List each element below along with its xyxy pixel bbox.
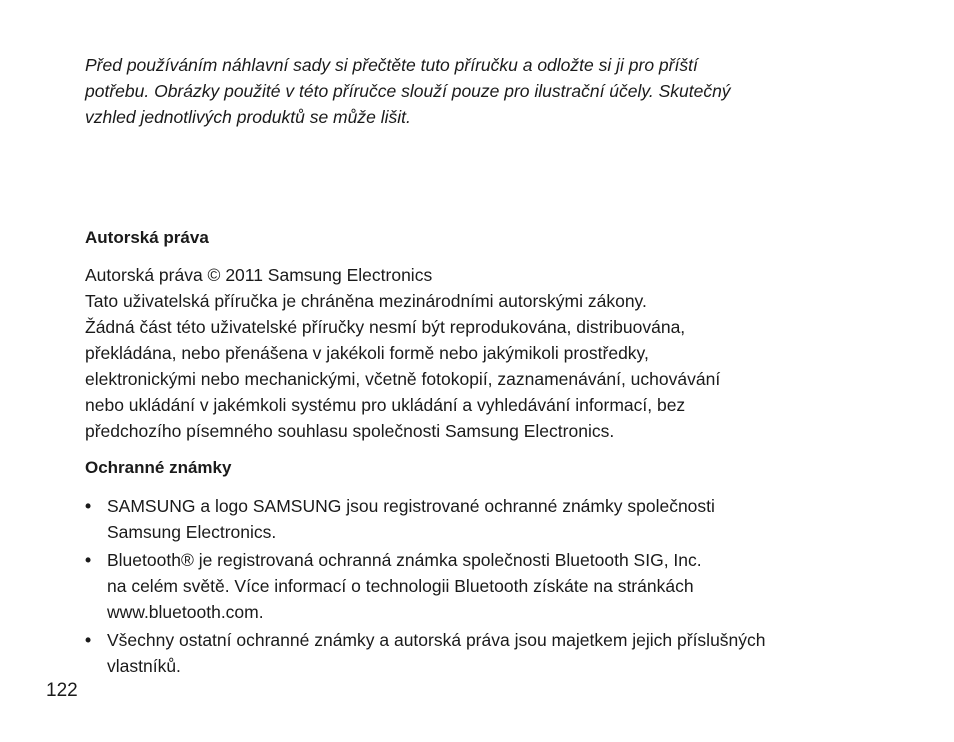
intro-line: Před používáním náhlavní sady si přečtěte tuto příručku a odložte si ji pro příští: [85, 55, 698, 75]
trademark-item-samsung: [85, 493, 905, 545]
copyright-line: Autorská práva © 2011 Samsung Electronics: [85, 265, 433, 285]
copyright-line: překládána, nebo přenášena v jakékoli formě nebo jakýmikoli prostředky,: [85, 343, 649, 363]
trademarks-heading: Ochranné známky: [85, 458, 232, 477]
bullet-icon: •: [85, 630, 92, 650]
trademark-item-bluetooth: [85, 547, 905, 625]
trademarks-list: [85, 493, 905, 681]
trademark-line: Všechny ostatní ochranné známky a autorská práva jsou majetkem jejich příslušných: [107, 630, 766, 650]
trademark-line: SAMSUNG a logo SAMSUNG jsou registrované ochranné známky společnosti: [107, 496, 715, 516]
copyright-line: Žádná část této uživatelské příručky nesmí být reprodukována, distribuována,: [85, 317, 686, 337]
copyright-line: předchozího písemného souhlasu společnosti Samsung Electronics.: [85, 421, 615, 441]
copyright-paragraph: [85, 262, 885, 444]
trademark-line: vlastníků.: [107, 656, 181, 676]
trademark-item-others: [85, 627, 905, 679]
trademark-line: Bluetooth® je registrovaná ochranná známka společnosti Bluetooth SIG, Inc.: [107, 550, 702, 570]
trademark-line: na celém světě. Více informací o technologii Bluetooth získáte na stránkách: [107, 576, 694, 596]
copyright-line: Tato uživatelská příručka je chráněna mezinárodními autorskými zákony.: [85, 291, 647, 311]
copyright-line: elektronickými nebo mechanickými, včetně fotokopií, zaznamenávání, uchovávání: [85, 369, 721, 389]
intro-note: [85, 52, 845, 130]
intro-line: vzhled jednotlivých produktů se může lišit.: [85, 107, 411, 127]
copyright-line: nebo ukládání v jakémkoli systému pro ukládání a vyhledávání informací, bez: [85, 395, 686, 415]
bullet-icon: •: [85, 550, 92, 570]
copyright-heading: Autorská práva: [85, 228, 209, 247]
bullet-icon: •: [85, 496, 92, 516]
intro-line: potřebu. Obrázky použité v této příručce slouží pouze pro ilustrační účely. Skutečný: [85, 81, 731, 101]
trademark-line: www.bluetooth.com.: [107, 602, 264, 622]
trademark-line: Samsung Electronics.: [107, 522, 277, 542]
page-number: 122: [46, 680, 78, 701]
